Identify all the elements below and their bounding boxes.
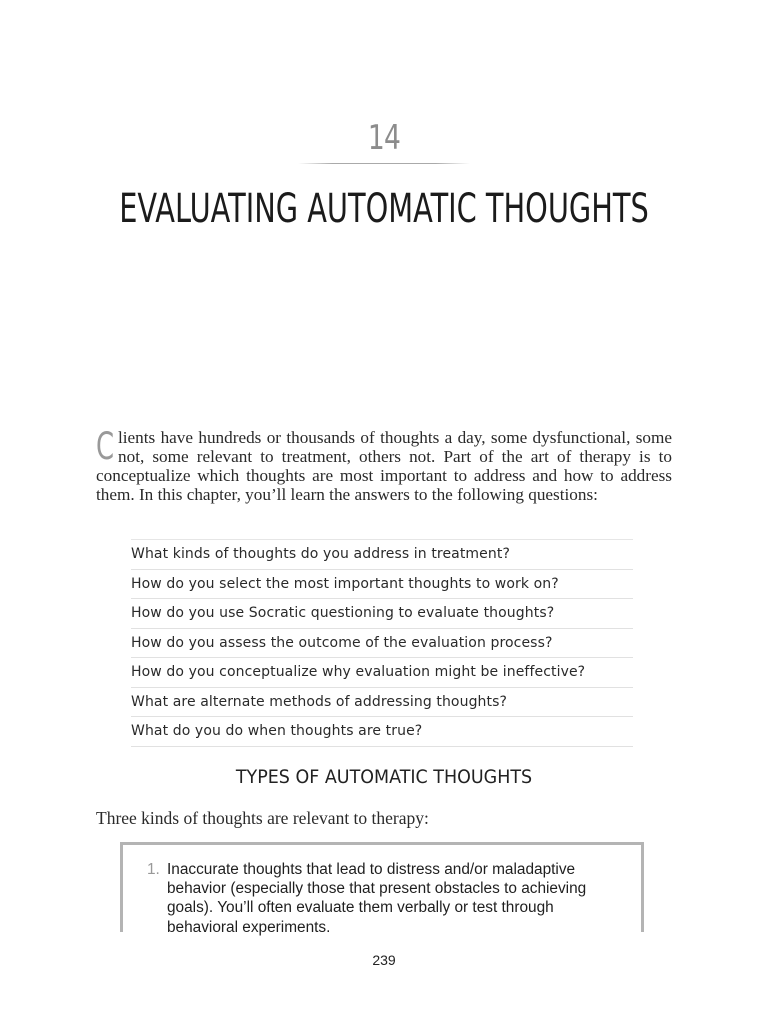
intro-paragraph bbox=[96, 425, 672, 505]
chapter-number: 14 bbox=[367, 118, 401, 158]
thought-types-box bbox=[120, 842, 644, 936]
question-item: What do you do when thoughts are true? bbox=[131, 717, 633, 747]
item-number: 1. bbox=[147, 861, 160, 878]
question-item: How do you conceptualize why evaluation might be ineffective? bbox=[131, 658, 633, 688]
section-lead-text: Three kinds of thoughts are relevant to therapy: bbox=[96, 808, 429, 828]
question-item: How do you select the most important thoughts to work on? bbox=[131, 570, 633, 600]
drop-cap: C bbox=[96, 425, 115, 468]
item-text: Inaccurate thoughts that lead to distress and/or maladaptive behavior (especially those that present obstacles to achieving goals). You’ll often evaluate them verbally or test through behavioral experiments. bbox=[167, 861, 587, 936]
question-item: What kinds of thoughts do you address in treatment? bbox=[131, 539, 633, 570]
question-item: How do you use Socratic questioning to evaluate thoughts? bbox=[131, 599, 633, 629]
chapter-divider bbox=[298, 163, 470, 164]
question-item: How do you assess the outcome of the evaluation process? bbox=[131, 629, 633, 659]
page-number: 239 bbox=[372, 952, 396, 968]
chapter-title: EVALUATING AUTOMATIC THOUGHTS bbox=[119, 186, 649, 232]
section-heading: TYPES OF AUTOMATIC THOUGHTS bbox=[235, 766, 533, 788]
intro-text: lients have hundreds or thousands of thoughts a day, some dysfunctional, some not, some relevant to treatment, others not. Part of the art of therapy is to conceptualize which thoughts are most important to address and how to address them. In this chapter, you’ll learn the answers to the following questions: bbox=[96, 428, 672, 505]
chapter-questions-list bbox=[131, 539, 633, 747]
question-item: What are alternate methods of addressing thoughts? bbox=[131, 688, 633, 718]
thought-type-item bbox=[147, 860, 617, 937]
